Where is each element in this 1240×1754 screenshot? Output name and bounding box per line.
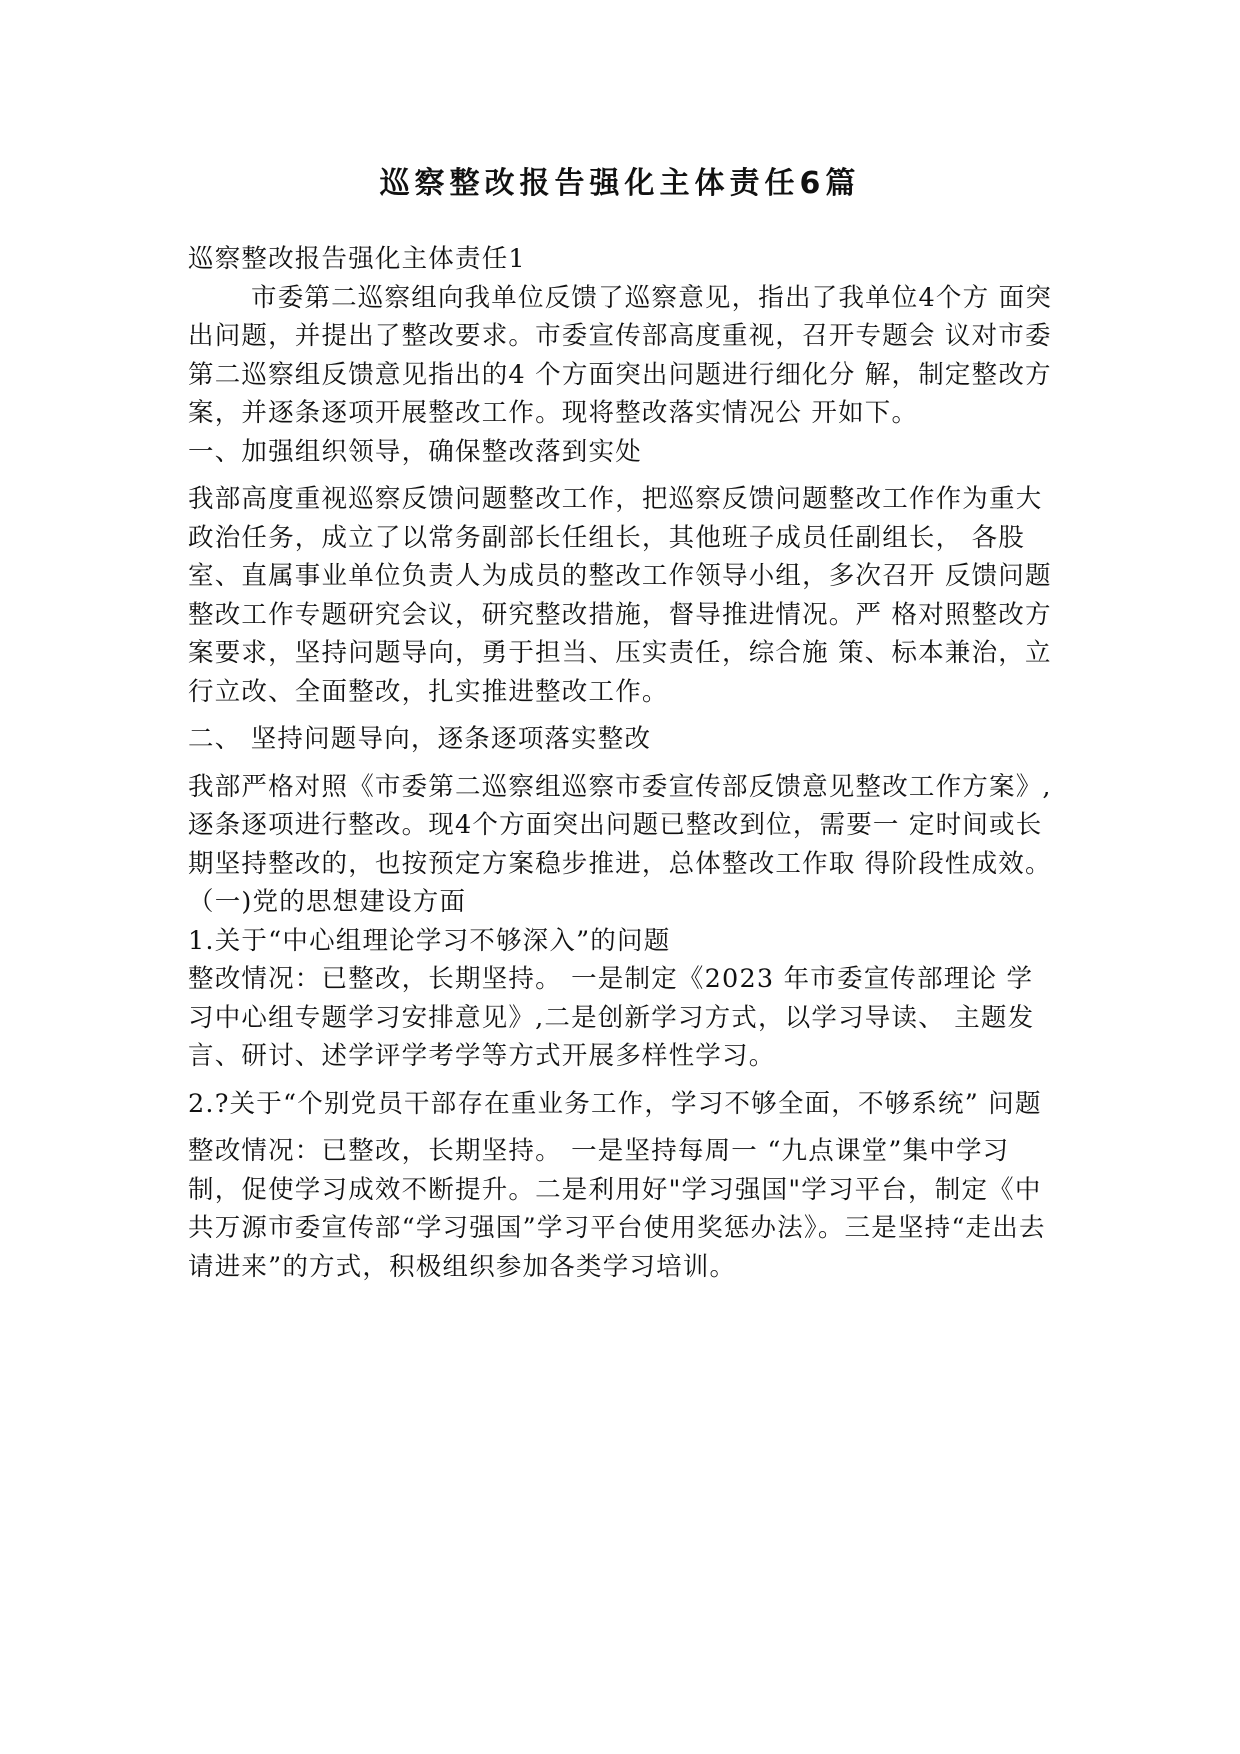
item-2-body: 整改情况：已整改，长期坚持。 一是坚持每周一 “九点课堂”集中学习制，促使学习成效不断提升。二是利用好"学习强国"学习平台，制定《中共万源市委宣传部“学习强国”学习平台使用奖惩办法》。三是坚持“走出去请进来”的方式，积极组织参加各类学习培训。: [188, 1136, 1046, 1282]
item-1-body: 整改情况：已整改，长期坚持。 一是制定《2023 年市委宣传部理论 学习中心组专题学习安排意见》,二是创新学习方式，以学习导读、 主题发言、研讨、述学评学考学等方式开展多样性学习。: [188, 964, 1035, 1071]
section-heading: 巡察整改报告强化主体责任1: [188, 244, 526, 274]
document-body: [188, 240, 1058, 1286]
heading-2: 二、 坚持问题导向，逐条逐项落实整改: [188, 724, 652, 754]
item-1-title: 1.关于“中心组理论学习不够深入”的问题: [188, 925, 671, 956]
paragraph-2: 我部严格对照《市委第二巡察组巡察市委宣传部反馈意见整改工作方案》,逐条逐项进行整改。现4个方面突出问题已整改到位，需要一 定时间或长期坚持整改的，也按预定方案稳步推进，总体整改工作取 得阶段性成效。: [188, 771, 1052, 879]
paragraph-1: 我部高度重视巡察反馈问题整改工作，把巡察反馈问题整改工作作为重大政治任务，成立了以常务副部长任组长，其他班子成员任副组长， 各股室、直属事业单位负责人为成员的整改工作领导小组，多次召开 反馈问题整改工作专题研究会议，研究整改措施，督导推进情况。严 格对照整改方案要求，坚持问题导向，勇于担当、压实责任，综合施 策、标本兼治，立行立改、全面整改，扎实推进整改工作。: [188, 484, 1052, 707]
heading-1: 一、加强组织领导，确保整改落到实处: [188, 436, 642, 467]
sub-heading-1: （一)党的思想建设方面: [188, 887, 467, 917]
item-2-title: 2.?关于“个别党员干部存在重业务工作，学习不够全面，不够系统” 问题: [188, 1088, 1042, 1119]
intro-paragraph: 市委第二巡察组向我单位反馈了巡察意见，指出了我单位4个方 面突出问题，并提出了整改要求。市委宣传部高度重视，召开专题会 议对市委第二巡察组反馈意见指出的4 个方面突出问题进行细化分 解，制定整改方案，并逐条逐项开展整改工作。现将整改落实情况公 开如下。: [188, 282, 1053, 428]
document-title: 巡察整改报告强化主体责任6篇: [379, 166, 861, 201]
